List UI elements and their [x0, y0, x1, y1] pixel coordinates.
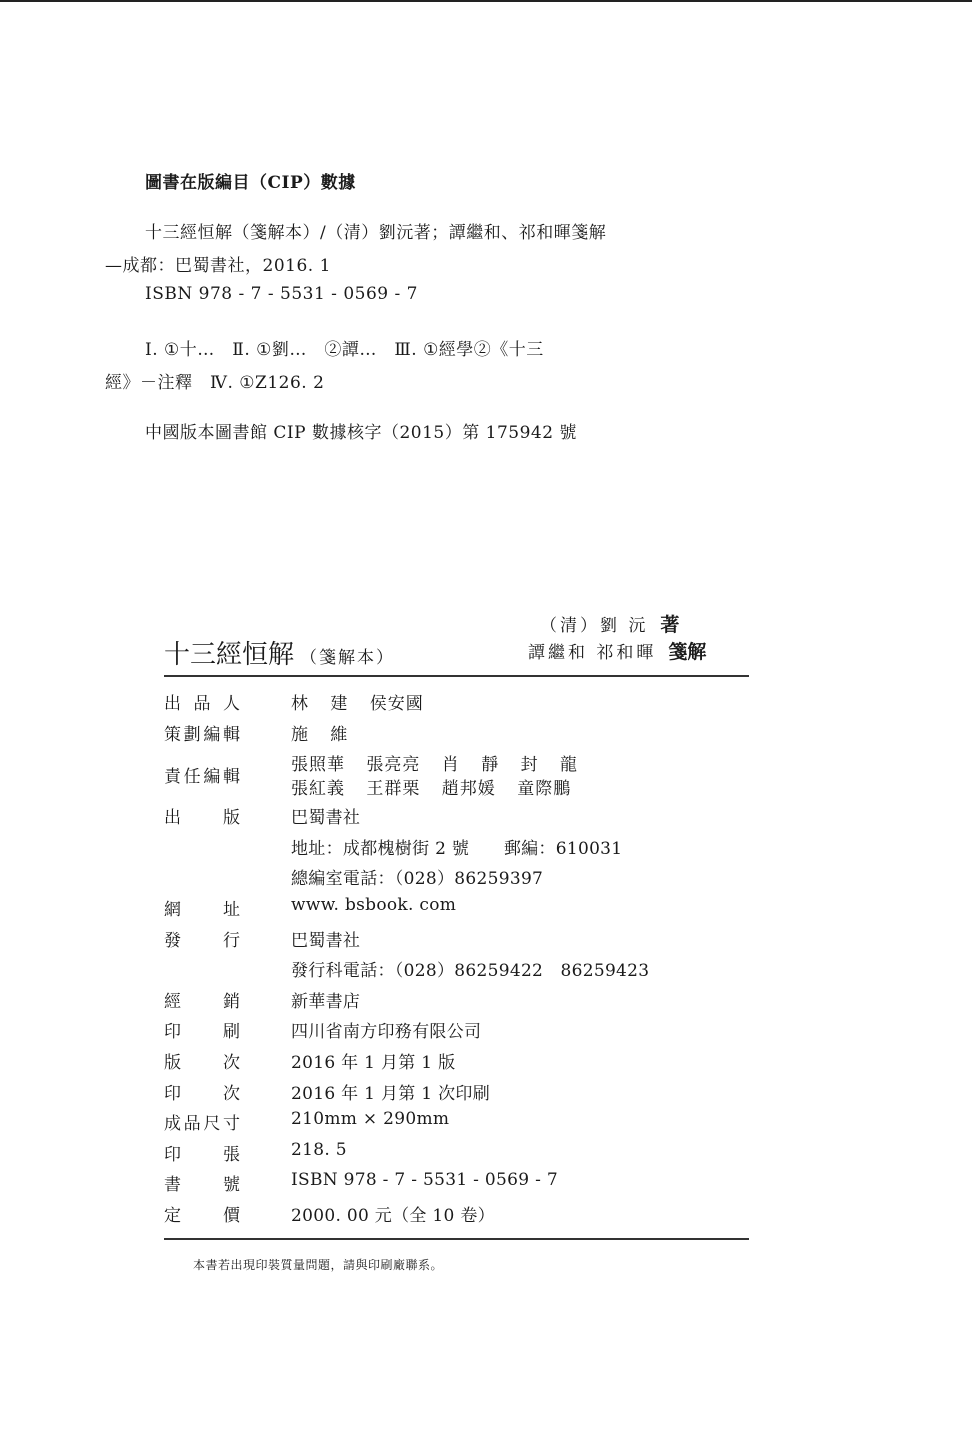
- imprint-row: [164, 954, 749, 985]
- imprint-value: 210mm × 290mm: [291, 1109, 450, 1130]
- imprint-label: 印刷: [164, 1022, 240, 1043]
- imprint-label: 策劃編輯: [164, 724, 240, 745]
- imprint-row: [164, 924, 749, 955]
- annotator-names: 譚繼和 祁和暉: [528, 643, 657, 663]
- imprint-value: 地址：成都槐樹街 2 號 郵編：610031: [291, 838, 623, 859]
- author-role: 著: [660, 614, 680, 636]
- colophon-top-rule: [164, 675, 749, 677]
- imprint-value: www. bsbook. com: [291, 894, 457, 915]
- imprint-row: [164, 985, 749, 1016]
- imprint-row: [164, 748, 749, 801]
- book-title: [164, 634, 395, 671]
- imprint-value: 218. 5: [291, 1139, 347, 1160]
- imprint-table: [164, 687, 749, 1230]
- cip-publisher-line: —成都：巴蜀書社，2016. 1: [105, 256, 331, 276]
- imprint-value: 2016 年 1 月第 1 次印刷: [291, 1083, 491, 1104]
- imprint-row: [164, 801, 749, 832]
- imprint-row: [164, 718, 749, 749]
- imprint-label: 出品人: [164, 694, 240, 714]
- imprint-row: [164, 862, 749, 893]
- imprint-label: 責任編輯: [164, 767, 240, 788]
- cip-subject-line-cont: 經》－注釋 Ⅳ. ①Z126. 2: [105, 373, 325, 393]
- imprint-row: [164, 1199, 749, 1230]
- cip-record-number: 中國版本圖書館 CIP 數據核字（2015）第 175942 號: [145, 423, 577, 443]
- quality-notice: 本書若出現印裝質量問題，請與印刷廠聯系。: [193, 1258, 444, 1272]
- author-credit: [540, 610, 679, 637]
- imprint-value: 巴蜀書社: [291, 808, 361, 829]
- cip-title-line: 十三經恒解（箋解本）/（清）劉沅著；譚繼和、祁和暉箋解: [145, 223, 607, 243]
- imprint-row: [164, 687, 749, 718]
- top-border: [0, 0, 972, 2]
- imprint-label: 印張: [164, 1144, 240, 1165]
- imprint-value: 張照華 張亮亮 肖 靜 封 龍: [291, 755, 579, 776]
- imprint-value: 2000. 00 元（全 10 卷）: [291, 1205, 495, 1226]
- imprint-value: 四川省南方印務有限公司: [291, 1022, 482, 1043]
- imprint-row: [164, 1077, 749, 1108]
- imprint-row: [164, 1107, 749, 1138]
- colophon-bottom-rule: [164, 1238, 749, 1240]
- imprint-row: [164, 1168, 749, 1199]
- cip-heading: 圖書在版編目（CIP）數據: [145, 173, 356, 193]
- imprint-label: 書號: [164, 1175, 240, 1196]
- imprint-label: 定價: [164, 1205, 240, 1226]
- imprint-value: 總編室電話：（028）86259397: [291, 869, 544, 890]
- annotator-role: 箋解: [668, 641, 707, 663]
- imprint-row: [164, 1138, 749, 1169]
- annotator-credit: [528, 637, 706, 664]
- imprint-row: [164, 832, 749, 863]
- imprint-row: [164, 1046, 749, 1077]
- imprint-label: 經銷: [164, 991, 240, 1012]
- imprint-label: 印次: [164, 1083, 240, 1104]
- cip-isbn-line: ISBN 978 - 7 - 5531 - 0569 - 7: [145, 284, 418, 304]
- imprint-label: 發行: [164, 930, 240, 951]
- book-title-main: 十三經恒解: [164, 640, 295, 670]
- cip-subject-line: Ⅰ. ①十… Ⅱ. ①劉… ②譚… Ⅲ. ①經學②《十三: [145, 340, 544, 360]
- book-title-edition: （箋解本）: [300, 648, 396, 668]
- imprint-value: 施 維: [291, 724, 349, 745]
- imprint-value: 2016 年 1 月第 1 版: [291, 1052, 456, 1073]
- imprint-value: 發行科電話：（028）86259422 86259423: [291, 961, 650, 982]
- imprint-label: 網址: [164, 899, 240, 920]
- imprint-value: ISBN 978 - 7 - 5531 - 0569 - 7: [291, 1170, 558, 1191]
- imprint-value: 新華書店: [291, 991, 361, 1012]
- imprint-value: 巴蜀書社: [291, 930, 361, 951]
- imprint-value-cont: 張紅義 王群栗 趙邦媛 童際鵬: [291, 779, 572, 800]
- imprint-label: 成品尺寸: [164, 1114, 240, 1135]
- imprint-label: 出版: [164, 808, 240, 829]
- imprint-row: [164, 1015, 749, 1046]
- author-names: （清）劉 沅: [540, 616, 649, 636]
- imprint-row: [164, 893, 749, 924]
- imprint-label: 版次: [164, 1052, 240, 1073]
- imprint-value: 林 建 侯安國: [291, 694, 424, 714]
